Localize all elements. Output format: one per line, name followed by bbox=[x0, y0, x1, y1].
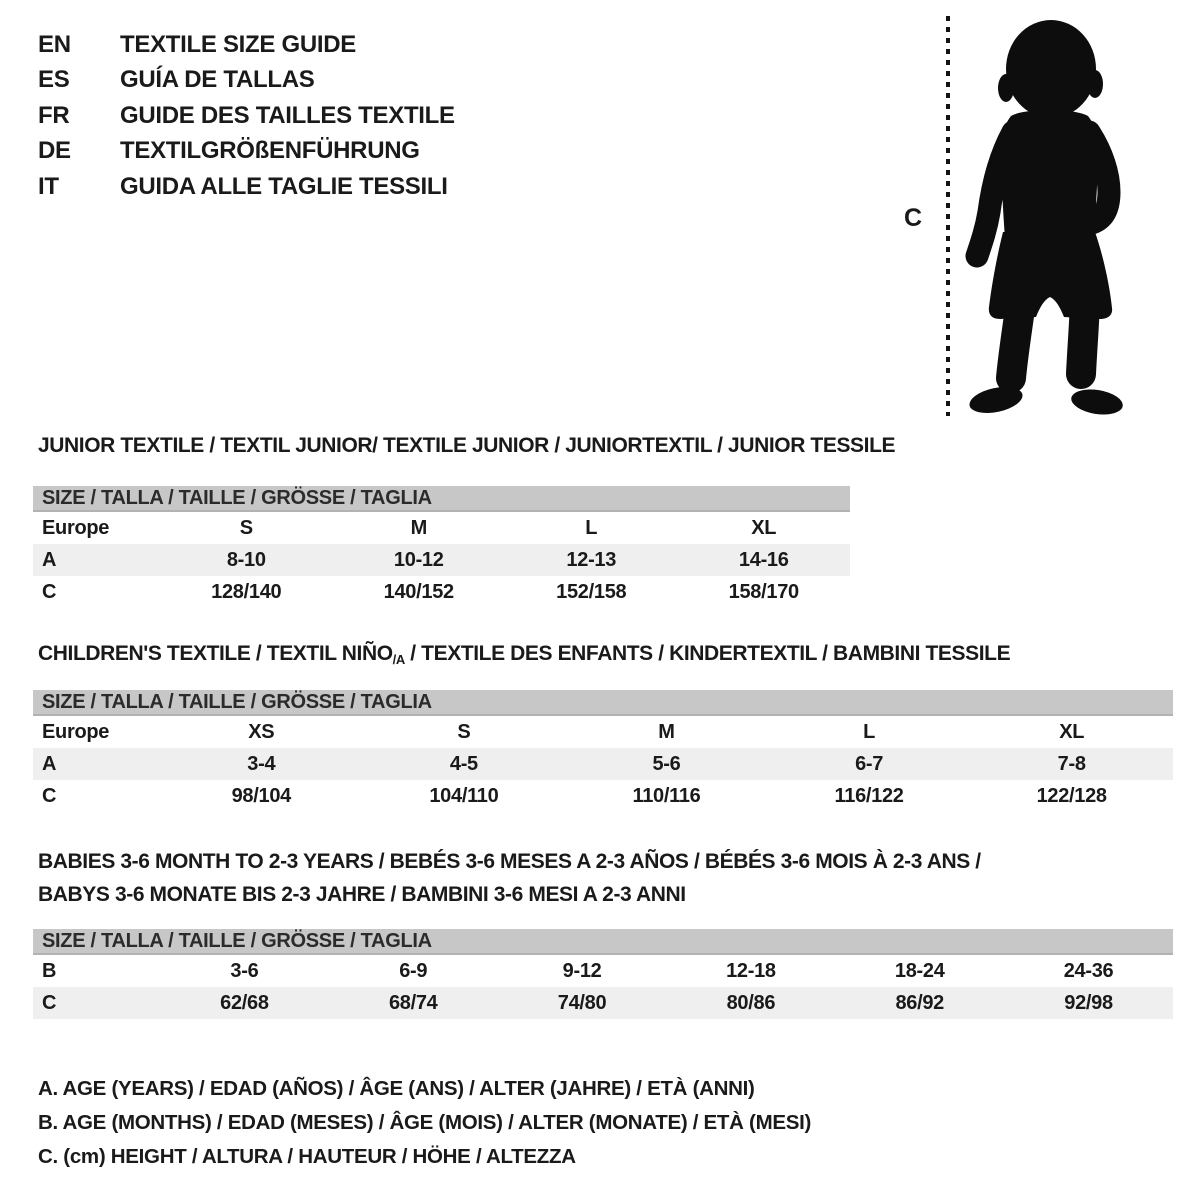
babies-section-heading bbox=[38, 845, 981, 911]
age-cell: 14-16 bbox=[738, 549, 789, 571]
age-cell: 12-18 bbox=[726, 960, 776, 982]
measurement-legend bbox=[38, 1072, 811, 1174]
guide-title: GUIDA ALLE TAGLIE TESSILI bbox=[120, 172, 448, 200]
babies-size-table bbox=[33, 929, 1173, 1019]
height-cell: 104/110 bbox=[429, 785, 499, 807]
legend-line-b: B. AGE (MONTHS) / EDAD (MESES) / ÂGE (MOIS) / ALTER (MONATE) / ETÀ (MESI) bbox=[38, 1111, 812, 1134]
height-cell: 122/128 bbox=[1036, 785, 1107, 807]
language-code: FR bbox=[38, 101, 70, 129]
junior-section-heading: JUNIOR TEXTILE / TEXTIL JUNIOR/ TEXTILE JUNIOR / JUNIORTEXTIL / JUNIOR TESSILE bbox=[38, 434, 896, 457]
height-cell: 68/74 bbox=[388, 992, 438, 1014]
height-cell: 98/104 bbox=[231, 785, 291, 807]
height-cell: 74/80 bbox=[557, 992, 607, 1014]
guide-title: GUIDE DES TAILLES TEXTILE bbox=[120, 101, 455, 129]
height-cell: 152/158 bbox=[556, 581, 627, 603]
row-label: C bbox=[42, 992, 57, 1014]
age-cell: 18-24 bbox=[894, 960, 945, 982]
height-cell: 158/170 bbox=[728, 581, 799, 603]
language-code: EN bbox=[38, 30, 71, 58]
language-code: DE bbox=[38, 137, 71, 165]
table-row bbox=[33, 987, 1173, 1019]
height-cell: 128/140 bbox=[211, 581, 282, 603]
size-cell: M bbox=[658, 721, 675, 743]
age-cell: 12-13 bbox=[566, 549, 617, 571]
toddler-silhouette-icon bbox=[963, 12, 1138, 422]
guide-title: TEXTILGRÖßENFÜHRUNG bbox=[120, 137, 420, 165]
age-cell: 6-7 bbox=[855, 753, 884, 775]
language-code: IT bbox=[38, 172, 59, 200]
height-cell: 116/122 bbox=[834, 785, 904, 807]
age-cell: 4-5 bbox=[449, 753, 478, 775]
height-cell: 62/68 bbox=[220, 992, 269, 1014]
junior-size-table bbox=[33, 486, 850, 608]
legend-line-c: C. (cm) HEIGHT / ALTURA / HAUTEUR / HÖHE / ALTEZZA bbox=[38, 1145, 576, 1168]
babies-heading-line2: BABYS 3-6 MONATE BIS 2-3 JAHRE / BAMBINI 3-6 MESI A 2-3 ANNI bbox=[38, 883, 686, 906]
row-label: A bbox=[42, 753, 57, 775]
age-cell: 7-8 bbox=[1057, 753, 1086, 775]
size-cell: M bbox=[410, 517, 427, 539]
height-cell: 110/116 bbox=[632, 785, 701, 807]
size-header-bar: SIZE / TALLA / TAILLE / GRÖSSE / TAGLIA bbox=[33, 690, 1173, 716]
table-row bbox=[33, 780, 1173, 812]
children-section-heading bbox=[38, 642, 1010, 667]
legend-line-a: A. AGE (YEARS) / EDAD (AÑOS) / ÂGE (ANS) / ALTER (JAHRE) / ETÀ (ANNI) bbox=[38, 1077, 755, 1100]
size-header-bar: SIZE / TALLA / TAILLE / GRÖSSE / TAGLIA bbox=[33, 486, 850, 512]
language-row bbox=[38, 27, 455, 63]
table-row bbox=[33, 544, 850, 576]
age-cell: 3-4 bbox=[247, 753, 276, 775]
age-cell: 9-12 bbox=[562, 960, 602, 982]
row-label: C bbox=[42, 581, 57, 603]
language-row bbox=[38, 63, 455, 99]
children-heading-text: CHILDREN'S TEXTILE / TEXTIL NIÑO bbox=[38, 642, 393, 665]
children-size-table bbox=[33, 690, 1173, 812]
children-heading-text: / TEXTILE DES ENFANTS / KINDERTEXTIL / BAMBINI TESSILE bbox=[404, 642, 1011, 665]
height-dashed-line bbox=[946, 16, 950, 416]
size-cell: XL bbox=[751, 517, 777, 539]
height-measure-label: C bbox=[904, 204, 923, 232]
children-heading-subscript: /A bbox=[392, 652, 405, 667]
height-cell: 140/152 bbox=[383, 581, 454, 603]
size-cell: XL bbox=[1059, 721, 1085, 743]
row-label: Europe bbox=[42, 721, 110, 743]
age-cell: 10-12 bbox=[393, 549, 444, 571]
size-cell: L bbox=[863, 721, 876, 743]
size-cell: S bbox=[457, 721, 471, 743]
language-row bbox=[38, 98, 455, 134]
age-cell: 24-36 bbox=[1063, 960, 1114, 982]
table-row bbox=[33, 955, 1173, 987]
size-header-bar: SIZE / TALLA / TAILLE / GRÖSSE / TAGLIA bbox=[33, 929, 1173, 955]
age-cell: 8-10 bbox=[226, 549, 266, 571]
row-label: B bbox=[42, 960, 57, 982]
language-row bbox=[38, 169, 455, 205]
row-label: C bbox=[42, 785, 57, 807]
size-cell: XS bbox=[248, 721, 275, 743]
height-cell: 92/98 bbox=[1064, 992, 1113, 1014]
table-row bbox=[33, 748, 1173, 780]
table-row bbox=[33, 576, 850, 608]
height-cell: 86/92 bbox=[895, 992, 944, 1014]
age-cell: 5-6 bbox=[652, 753, 681, 775]
row-label: Europe bbox=[42, 517, 110, 539]
size-cell: S bbox=[239, 517, 253, 539]
height-cell: 80/86 bbox=[726, 992, 776, 1014]
babies-heading-line1: BABIES 3-6 MONTH TO 2-3 YEARS / BEBÉS 3-6 MESES A 2-3 AÑOS / BÉBÉS 3-6 MOIS À 2-3 ANS / bbox=[38, 850, 981, 873]
table-row bbox=[33, 512, 850, 544]
language-list bbox=[38, 27, 455, 205]
language-row bbox=[38, 134, 455, 170]
size-cell: L bbox=[585, 517, 598, 539]
row-label: A bbox=[42, 549, 57, 571]
guide-title: TEXTILE SIZE GUIDE bbox=[120, 30, 356, 58]
table-row bbox=[33, 716, 1173, 748]
guide-title: GUÍA DE TALLAS bbox=[120, 66, 315, 94]
language-code: ES bbox=[38, 66, 70, 94]
age-cell: 3-6 bbox=[230, 960, 259, 982]
age-cell: 6-9 bbox=[399, 960, 428, 982]
